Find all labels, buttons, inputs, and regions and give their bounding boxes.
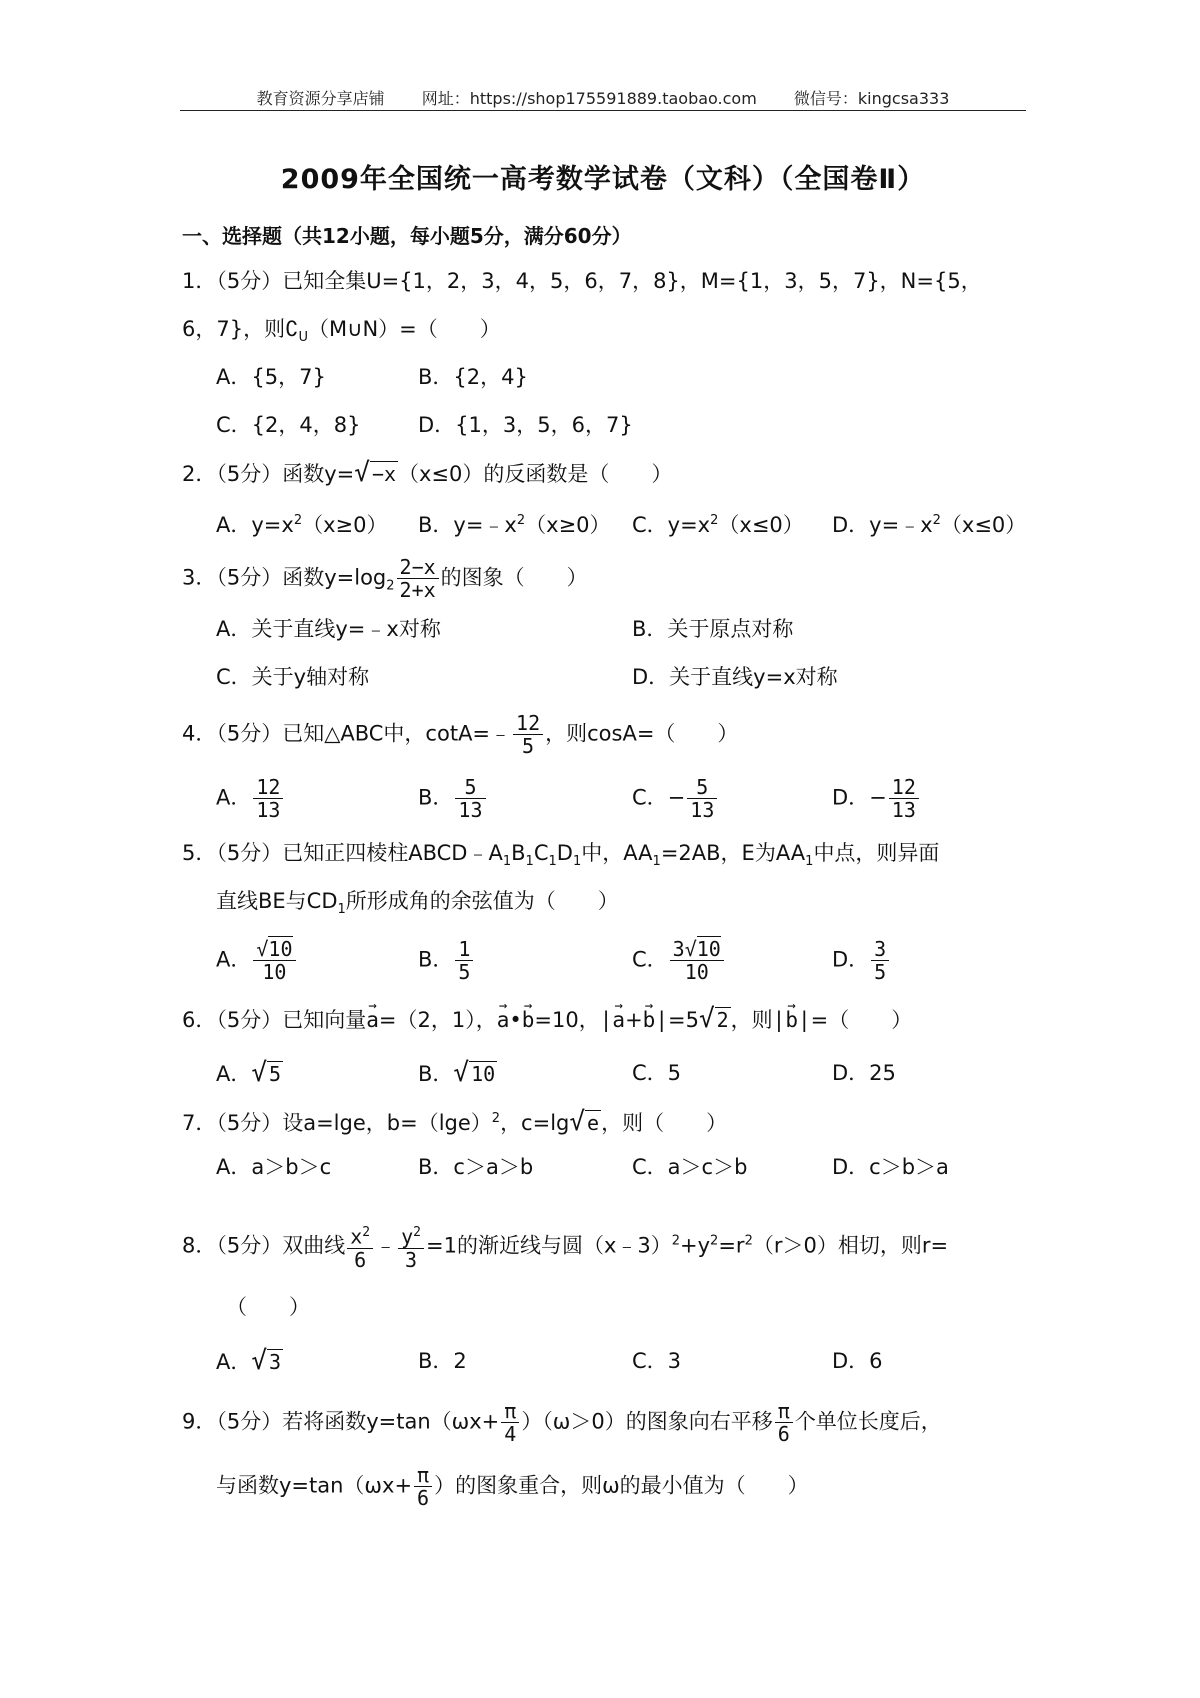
q2-a-post: （x≥0） xyxy=(302,513,388,537)
q2-d-post: （x≤0） xyxy=(940,513,1027,537)
q8-f2-num xyxy=(398,1222,424,1249)
q5-a-rad: 10 xyxy=(268,937,293,961)
q7-post: ，则（ ） xyxy=(601,1111,728,1135)
q5-a-num: √10 xyxy=(253,938,295,961)
q5-t2: B xyxy=(511,841,526,865)
q8-mid3: =r xyxy=(718,1233,745,1258)
q5-c-fraction xyxy=(670,938,724,983)
q5-option-b xyxy=(418,938,475,983)
q9-f2-den: 6 xyxy=(777,1422,790,1446)
q5-a-label: A． xyxy=(216,947,252,972)
q6-abs-right-2: | xyxy=(797,1008,811,1032)
q3-option-a: A．关于直线y=﹣x对称 xyxy=(216,617,441,641)
q5-s4: 1 xyxy=(572,854,582,870)
q5-t4: D xyxy=(556,841,573,865)
q4-c-den: 13 xyxy=(690,798,715,822)
q6-abs-left: | xyxy=(599,1008,613,1032)
q6-vector-a3: → a xyxy=(612,1005,625,1035)
q8-f1-den: 6 xyxy=(354,1247,367,1272)
question-1-line-2 xyxy=(182,314,501,353)
q8-option-d: D．6 xyxy=(832,1349,883,1373)
q4-c-fraction xyxy=(687,776,717,821)
q6-a-label: A． xyxy=(216,1062,252,1086)
question-2 xyxy=(182,458,672,489)
q4-option-d xyxy=(832,776,921,821)
q8-f2-sup: 2 xyxy=(413,1225,421,1240)
q5-c-label: C． xyxy=(632,947,668,972)
q7-rad: e xyxy=(587,1111,600,1135)
question-3 xyxy=(182,556,588,602)
q5-option-c xyxy=(632,938,726,983)
q9-fraction-2 xyxy=(775,1400,793,1445)
q5-b-num: 1 xyxy=(455,938,473,961)
q5-c-den: 10 xyxy=(684,960,709,984)
q2-pre: 2．（5分）函数y= xyxy=(182,462,355,486)
question-8-line-2: （ ） xyxy=(226,1295,310,1319)
q5-b-label: B． xyxy=(418,947,454,972)
q7-pre: 7．（5分）设a=lge，b=（lge） xyxy=(182,1111,492,1135)
q7-sup: 2 xyxy=(491,1111,501,1126)
q3-post: 的图象（ ） xyxy=(440,565,588,590)
q8-post: （r＞0）相切，则r= xyxy=(752,1233,949,1258)
q4-fraction xyxy=(513,712,543,757)
q4-option-c xyxy=(632,776,719,821)
q3-num: 2−x xyxy=(397,556,439,579)
q6-eq2: =10， xyxy=(534,1008,600,1032)
q8-option-a xyxy=(216,1346,283,1377)
q2-c-post: （x≤0） xyxy=(718,513,804,537)
q3-pre: 3．（5分）函数y=log xyxy=(182,565,387,590)
q4-a-fraction xyxy=(253,776,283,821)
q8-fraction-1 xyxy=(347,1222,373,1271)
q9-b: ）（ω＞0）的图象向右平移 xyxy=(521,1409,773,1434)
q5-t6: =2AB，E为AA xyxy=(660,841,806,865)
q2-sqrt: √ −x xyxy=(354,458,396,488)
q6-eq5: =（ ） xyxy=(810,1008,913,1032)
q8-f2-den: 3 xyxy=(405,1247,418,1272)
q6-b-sqrt: √ 10 xyxy=(453,1058,496,1088)
q1-text-a: 6，7}，则∁ xyxy=(182,317,299,341)
q4-c-sign: − xyxy=(667,785,686,810)
q6-option-b xyxy=(418,1058,497,1089)
q4-num: 12 xyxy=(513,712,543,735)
q3-den: 2+x xyxy=(399,578,436,602)
q9-fraction-3 xyxy=(414,1464,432,1509)
q5-t7: 中点，则异面 xyxy=(813,841,940,865)
question-6 xyxy=(182,1004,912,1035)
q8-option-c: C．3 xyxy=(632,1349,682,1373)
question-5-line-2 xyxy=(216,886,619,925)
q6-a-rad: 5 xyxy=(269,1062,282,1086)
section-title: 一、选择题（共12小题，每小题5分，满分60分） xyxy=(182,224,632,248)
q7-mid: ，c=lg xyxy=(500,1111,570,1135)
q2-option-d xyxy=(832,506,1026,540)
header-url: 网址：https://shop175591889.taobao.com xyxy=(421,89,757,108)
q3-option-d: D．关于直线y=x对称 xyxy=(632,665,838,689)
q5-s1: 1 xyxy=(502,854,512,870)
q6-vector-b3: → b xyxy=(785,1005,798,1035)
q6-abs-right: | xyxy=(655,1008,668,1032)
q3-option-b: B．关于原点对称 xyxy=(632,617,794,641)
q5-b-fraction xyxy=(455,938,473,983)
q8-f1-x: x xyxy=(350,1224,363,1249)
q7-option-d: D．c＞b＞a xyxy=(832,1155,949,1179)
q9-f1-den: 4 xyxy=(504,1422,517,1446)
q1-text-b: （M∪N）=（ ） xyxy=(307,317,501,341)
q4-den: 5 xyxy=(522,734,535,758)
header-divider xyxy=(180,110,1026,111)
q4-b-fraction xyxy=(455,776,485,821)
q5-c-rad: 10 xyxy=(696,937,721,961)
q5-c-num: 3√10 xyxy=(670,938,724,961)
q6-eq1: =（2，1）， xyxy=(378,1008,497,1032)
q6-rad: 2 xyxy=(716,1008,729,1032)
q5-b-den: 5 xyxy=(458,960,471,984)
q8-a-sqrt: √ 3 xyxy=(251,1346,282,1376)
q2-post: （x≤0）的反函数是（ ） xyxy=(398,462,673,486)
q6-option-d: D．25 xyxy=(832,1061,896,1085)
q6-plus: + xyxy=(625,1008,643,1032)
question-9-line-1 xyxy=(182,1400,942,1445)
q8-option-b: B．2 xyxy=(418,1349,467,1373)
q2-b-pre: B．y=﹣x xyxy=(418,513,517,537)
q6-eq3: =5 xyxy=(667,1008,699,1032)
q5-s6: 1 xyxy=(805,854,814,870)
question-7 xyxy=(182,1104,727,1138)
q5-a-den: 10 xyxy=(262,960,287,984)
question-5-line-1 xyxy=(182,838,939,877)
exam-title: 2009年全国统一高考数学试卷（文科）（全国卷Ⅱ） xyxy=(280,164,926,195)
q5-t5: 中，AA xyxy=(581,841,653,865)
q6-eq4: ，则 xyxy=(730,1008,773,1032)
q8-sup1: 2 xyxy=(671,1233,681,1249)
q4-d-sign: − xyxy=(869,785,887,810)
q1-option-b: B．{2，4} xyxy=(418,365,528,389)
q4-b-den: 13 xyxy=(458,798,483,822)
q9-l2-b: ）的图象重合，则ω的最小值为（ ） xyxy=(434,1473,809,1498)
q5-t3: C xyxy=(533,841,549,865)
q9-l2-a: 与函数y=tan（ωx+ xyxy=(216,1473,413,1498)
q8-minus: ﹣ xyxy=(375,1233,397,1258)
q6-option-a xyxy=(216,1058,283,1089)
q9-f3-den: 6 xyxy=(417,1486,430,1510)
q4-d-fraction xyxy=(889,776,919,821)
q4-d-label: D． xyxy=(832,785,870,810)
q3-sub: 2 xyxy=(386,578,395,594)
q6-sqrt: √ 2 xyxy=(698,1004,729,1034)
q9-f2-num: π xyxy=(775,1400,793,1423)
q9-f3-num: π xyxy=(414,1464,432,1487)
q7-option-a: A．a＞b＞c xyxy=(216,1155,332,1179)
q2-a-sup: 2 xyxy=(293,513,303,528)
q5-d-den: 5 xyxy=(874,960,887,984)
q2-option-b xyxy=(418,506,611,540)
q6-abs-left-2: | xyxy=(772,1008,786,1032)
q4-post: ，则cosA=（ ） xyxy=(545,721,739,746)
question-8 xyxy=(182,1222,948,1271)
q2-option-a xyxy=(216,506,388,540)
q5-d-num: 3 xyxy=(871,938,889,961)
q3-fraction xyxy=(397,556,439,601)
q4-b-num: 5 xyxy=(455,776,485,799)
q2-b-post: （x≥0） xyxy=(525,513,611,537)
q8-sup3: 2 xyxy=(744,1233,753,1249)
q5-l2-b: 所形成角的余弦值为（ ） xyxy=(345,889,619,913)
question-9-line-2 xyxy=(216,1464,809,1509)
q8-a-rad: 3 xyxy=(269,1350,282,1374)
q6-vector-b: → b xyxy=(522,1005,535,1035)
q6-option-c: C．5 xyxy=(632,1061,682,1085)
q8-mid: =1的渐近线与圆（x﹣3） xyxy=(425,1233,672,1258)
q4-pre: 4．（5分）已知△ABC中，cotA=﹣ xyxy=(182,721,512,746)
q2-a-pre: A．y=x xyxy=(216,513,294,537)
q8-a-label: A． xyxy=(216,1350,252,1374)
question-1-line-1: 1．（5分）已知全集U={1，2，3，4，5，6，7，8}，M={1，3，5，7}，N={5， xyxy=(182,269,982,293)
q6-b-rad: 10 xyxy=(471,1062,496,1086)
q5-option-a xyxy=(216,938,298,983)
q5-t1: 5．（5分）已知正四棱柱ABCD﹣A xyxy=(182,841,503,865)
q8-fraction-2 xyxy=(398,1222,424,1271)
q6-pre: 6．（5分）已知向量 xyxy=(182,1008,367,1032)
q9-fraction-1 xyxy=(501,1400,519,1445)
q7-sqrt: √ e xyxy=(569,1107,600,1137)
q5-d-label: D． xyxy=(832,947,870,972)
q4-d-num: 12 xyxy=(889,776,919,799)
q6-vector-a: → a xyxy=(366,1005,379,1035)
q6-b-label: B． xyxy=(418,1062,454,1086)
q4-a-den: 13 xyxy=(256,798,281,822)
q6-vector-a2: → a xyxy=(497,1005,510,1035)
q6-a-sqrt: √ 5 xyxy=(251,1058,282,1088)
header-wechat: 微信号：kingcsa333 xyxy=(793,89,950,108)
q9-f1-num: π xyxy=(501,1400,519,1423)
q9-a: 9．（5分）若将函数y=tan（ωx+ xyxy=(182,1409,500,1434)
q5-s2: 1 xyxy=(525,854,534,870)
q6-dot: • xyxy=(509,1008,522,1032)
q3-option-c: C．关于y轴对称 xyxy=(216,665,370,689)
q4-a-num: 12 xyxy=(253,776,283,799)
q2-option-c xyxy=(632,506,804,540)
q5-option-d xyxy=(832,938,891,983)
q2-c-sup: 2 xyxy=(710,513,719,528)
q1-option-a: A．{5，7} xyxy=(216,365,326,389)
q5-c-coef: 3 xyxy=(672,937,685,961)
q8-f1-num xyxy=(347,1222,373,1249)
q5-s3: 1 xyxy=(548,854,557,870)
q5-d-fraction xyxy=(871,938,889,983)
q2-d-sup: 2 xyxy=(932,513,941,528)
q2-c-pre: C．y=x xyxy=(632,513,711,537)
q4-option-a xyxy=(216,776,285,821)
header-shop: 教育资源分享店铺 xyxy=(256,89,385,108)
q1-sub: U xyxy=(298,330,308,346)
q1-option-d: D．{1，3，5，6，7} xyxy=(418,413,633,437)
q4-b-label: B． xyxy=(418,785,454,810)
q4-c-label: C． xyxy=(632,785,668,810)
q4-option-b xyxy=(418,776,488,821)
q4-c-num: 5 xyxy=(687,776,717,799)
q8-f2-y: y xyxy=(401,1224,414,1249)
q2-b-sup: 2 xyxy=(516,513,526,528)
q5-s5: 1 xyxy=(652,854,661,870)
q5-l2-sub: 1 xyxy=(337,902,346,918)
q8-sup2: 2 xyxy=(710,1233,719,1249)
q6-vector-b2: → b xyxy=(643,1005,656,1035)
q2-radicand: −x xyxy=(371,462,396,486)
page-header xyxy=(180,86,1026,109)
q4-d-den: 13 xyxy=(891,798,916,822)
q7-option-b: B．c＞a＞b xyxy=(418,1155,534,1179)
q8-f1-sup: 2 xyxy=(362,1225,371,1240)
question-4 xyxy=(182,712,738,757)
q1-option-c: C．{2，4，8} xyxy=(216,413,361,437)
q9-c: 个单位长度后， xyxy=(794,1409,942,1434)
q5-l2-a: 直线BE与CD xyxy=(216,889,338,913)
q5-a-fraction xyxy=(253,938,295,983)
q4-a-label: A． xyxy=(216,785,252,810)
q2-d-pre: D．y=﹣x xyxy=(832,513,933,537)
q7-option-c: C．a＞c＞b xyxy=(632,1155,748,1179)
q8-mid2: +y xyxy=(680,1233,711,1258)
q8-pre: 8．（5分）双曲线 xyxy=(182,1233,346,1258)
